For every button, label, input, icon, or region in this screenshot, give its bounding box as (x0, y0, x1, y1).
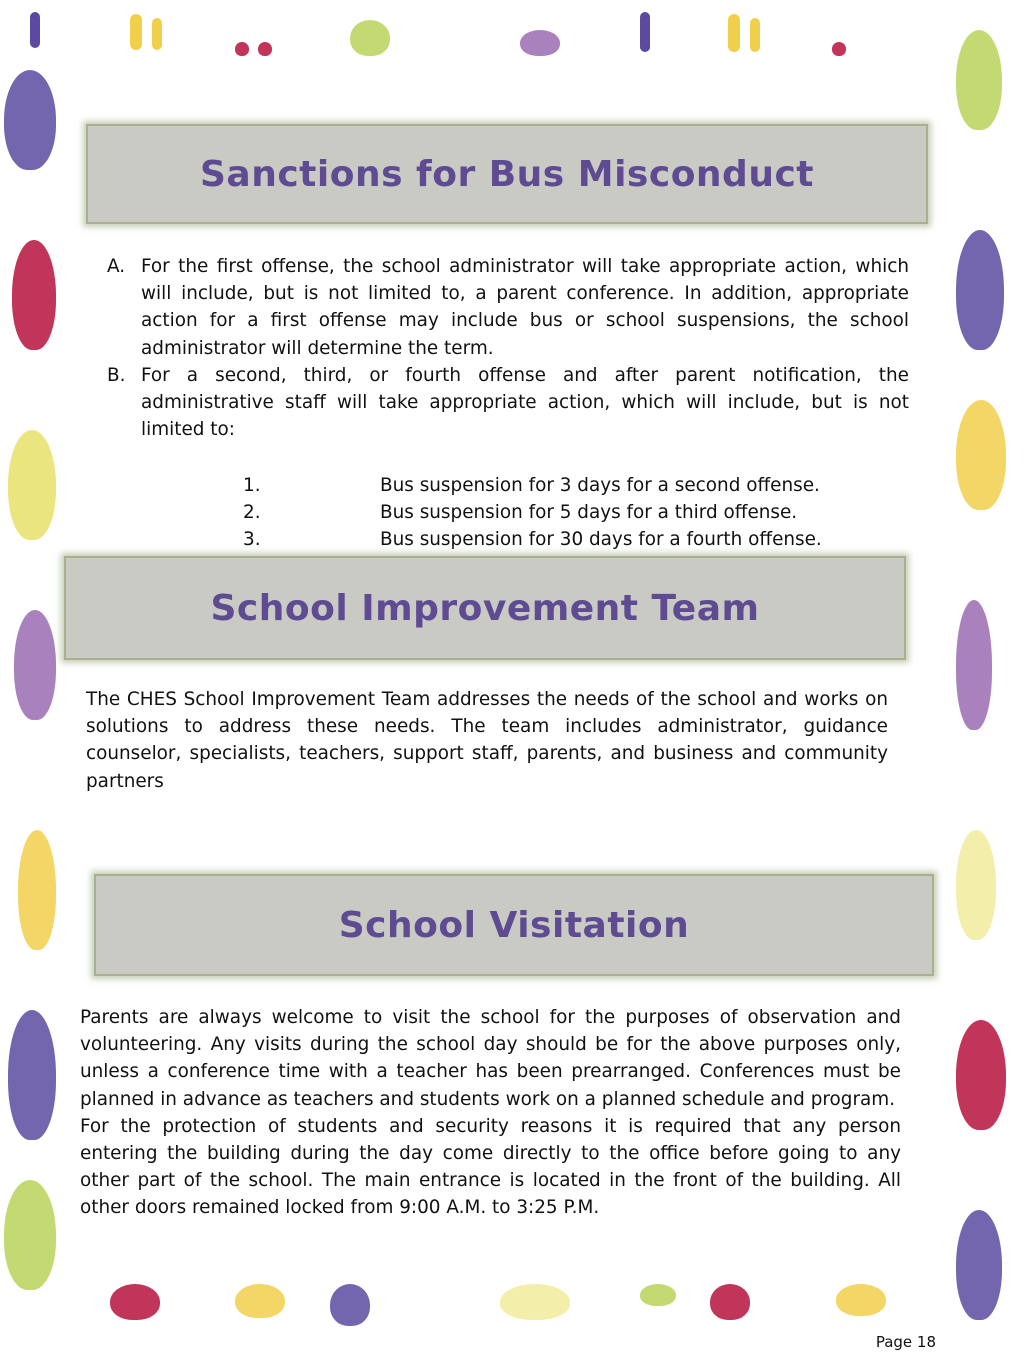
handprint-decoration (710, 1284, 750, 1320)
handprint-decoration (12, 240, 56, 350)
handprint-decoration (350, 20, 390, 56)
handprint-decoration (4, 1180, 56, 1290)
handprint-decoration (956, 830, 996, 940)
list-item (243, 499, 863, 526)
handprint-decoration (956, 30, 1002, 130)
section-title: School Visitation (338, 904, 690, 946)
paragraph: Parents are always welcome to visit the school for the purposes of observation and volunteering. Any visits during the school day should be for the above purposes only, unless a conference time with a teacher has been prearranged. Conferences must be planned in advance as teachers and students work on a planned schedule and program. (80, 1007, 901, 1110)
handprint-decoration (956, 230, 1004, 350)
list-item-b (107, 362, 909, 444)
school-visitation-body (80, 1004, 901, 1222)
handprint-decoration (956, 600, 992, 730)
handprint-decoration (640, 12, 650, 52)
school-improvement-body: The CHES School Improvement Team addresses the needs of the school and works on solutions to address these needs. The team includes administrator, guidance counselor, specialists, teachers, support staff, parents, and business and community partners (86, 689, 888, 792)
bus-misconduct-body (107, 253, 909, 443)
handprint-decoration (956, 1210, 1002, 1320)
page-number: Page 18 (875, 1333, 936, 1351)
handprint-decoration (728, 14, 740, 52)
handprint-decoration (18, 830, 56, 950)
handprint-decoration (750, 18, 760, 52)
item-text: For the first offense, the school administrator will take appropriate action, which will include, but is not limited to, a parent conference. In addition, appropriate action for a first offense may include bus or school suspensions, the school administrator will determine the term. (141, 256, 909, 359)
handprint-decoration (330, 1284, 370, 1326)
handprint-decoration (520, 30, 560, 56)
handprint-decoration (956, 1020, 1006, 1130)
handprint-decoration (235, 42, 249, 56)
item-marker: A. (107, 256, 126, 277)
suspension-list (243, 472, 863, 554)
item-text: Bus suspension for 5 days for a third offense. (380, 502, 798, 524)
bus-misconduct-header (86, 124, 928, 224)
handprint-decoration (500, 1284, 570, 1320)
handprint-decoration (8, 1010, 56, 1140)
school-improvement-header (64, 556, 906, 660)
handprint-decoration (832, 42, 846, 56)
handprint-decoration (4, 70, 56, 170)
handprint-decoration (30, 12, 40, 48)
handprint-decoration (640, 1284, 676, 1306)
item-text: Bus suspension for 30 days for a fourth offense. (380, 529, 822, 551)
list-item-a (107, 253, 909, 362)
handprint-decoration (152, 18, 162, 50)
handprint-decoration (130, 14, 142, 50)
list-item (243, 526, 863, 553)
handprint-decoration (8, 430, 56, 540)
item-marker: B. (107, 364, 126, 386)
handprint-decoration (258, 42, 272, 56)
school-visitation-header (94, 874, 934, 976)
handprint-decoration (836, 1284, 886, 1316)
paragraph: For the protection of students and security reasons it is required that any person entering the building during the day come directly to the office before going to any other part of the school. The main entrance is located in the front of the building. All other doors remained locked from 9:00 A.M. to 3:25 P.M. (80, 1115, 901, 1219)
handprint-decoration (14, 610, 56, 720)
list-item (243, 472, 863, 499)
handprint-decoration (956, 400, 1006, 510)
handprint-decoration (235, 1284, 285, 1318)
item-number: 1. (243, 475, 261, 496)
item-text: For a second, third, or fourth offense and after parent notification, the administrative staff will take appropriate action, which will include, but is not limited to: (141, 364, 909, 441)
section-title: Sanctions for Bus Misconduct (199, 153, 814, 195)
item-number: 3. (243, 529, 261, 551)
item-text: Bus suspension for 3 days for a second offense. (380, 475, 820, 496)
section-title: School Improvement Team (210, 587, 760, 629)
item-number: 2. (243, 502, 261, 524)
handprint-decoration (110, 1284, 160, 1320)
